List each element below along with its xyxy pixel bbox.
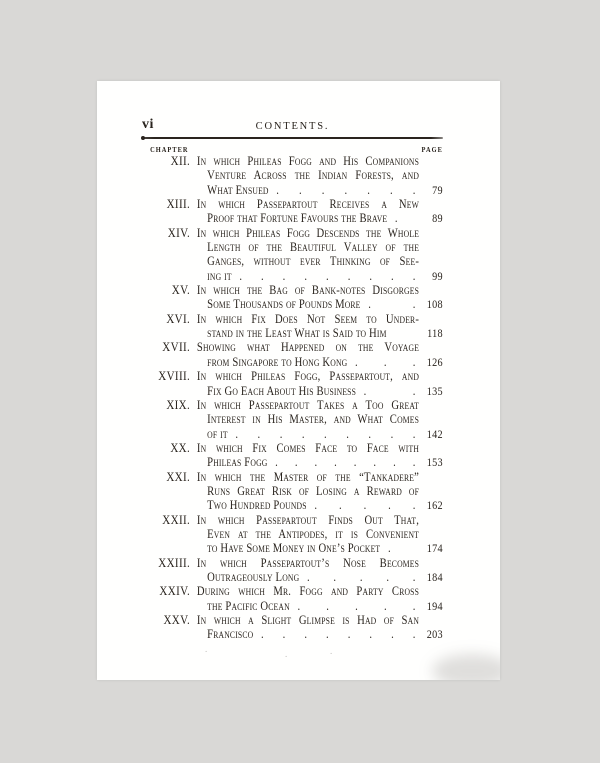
leader-dot: . xyxy=(301,426,305,441)
toc-line: Showing what Happened on the Voyage xyxy=(196,340,420,355)
toc-final-line xyxy=(197,599,443,613)
leader-dot: . xyxy=(299,182,302,197)
header-rule xyxy=(142,137,443,139)
chapter-numeral: XVI. xyxy=(166,310,191,326)
folio-number: vi xyxy=(142,117,154,132)
ghost-mark: . xyxy=(330,646,333,656)
leader-dot: . xyxy=(346,426,350,441)
leader-dots xyxy=(232,269,424,283)
page-number: 79 xyxy=(432,182,443,197)
leader-dot: . xyxy=(394,211,398,226)
chapter-numeral: XXIII. xyxy=(158,554,191,570)
toc-line: Even at the Antipodes, it is Convenient xyxy=(207,526,420,541)
leader-dot: . xyxy=(386,569,390,584)
toc-line: During which Mr. Fogg and Party Cross xyxy=(196,584,420,599)
leader-dot: . xyxy=(412,182,416,197)
leader-dot: . xyxy=(412,354,416,369)
toc-entry xyxy=(128,613,443,642)
toc-line: In which Fix Does Not Seem to Under- xyxy=(196,311,420,326)
entry-title-text: Outrageously Long xyxy=(207,569,300,584)
running-head: CONTENTS. xyxy=(255,121,330,132)
toc-line: Length of the Beautiful Valley of the xyxy=(207,240,420,255)
entry-title-text: Francisco xyxy=(207,627,254,642)
toc-line: In which Phileas Fogg and His Companions xyxy=(196,154,420,168)
leader-dot: . xyxy=(353,455,357,470)
entry-body xyxy=(197,369,443,398)
entry-body xyxy=(197,398,443,441)
leader-dot: . xyxy=(282,627,286,642)
leader-dot: . xyxy=(412,498,416,513)
chapter-numeral: XVIII. xyxy=(158,368,191,384)
entry-body xyxy=(197,283,443,312)
leader-dot: . xyxy=(355,354,358,369)
entry-title-text: the Pacific Ocean xyxy=(207,598,290,613)
entry-title-text: to Have Some Money in One’s Pocket xyxy=(207,541,381,556)
entry-title-text: Phileas Fogg xyxy=(207,455,268,470)
entry-body xyxy=(197,513,443,556)
toc-line: In which Passepartout Receives a New xyxy=(196,197,420,212)
leader-dot: . xyxy=(412,455,416,470)
toc-line: In which Fix Comes Face to Face with xyxy=(196,440,420,455)
toc-final-line xyxy=(197,269,443,283)
leader-dot: . xyxy=(304,268,308,283)
leader-dot: . xyxy=(355,598,358,613)
leader-dots xyxy=(228,427,424,441)
leader-dot: . xyxy=(363,383,367,398)
leader-dot: . xyxy=(333,569,337,584)
chapter-numeral: XXI. xyxy=(166,468,191,484)
page-number: 108 xyxy=(426,297,443,312)
entry-body xyxy=(197,226,443,283)
toc-final-line xyxy=(197,627,443,641)
toc-entry xyxy=(128,556,443,585)
leader-dot: . xyxy=(261,268,264,283)
toc-final-line xyxy=(197,355,443,369)
toc-entry xyxy=(128,369,443,398)
page-number: 135 xyxy=(426,383,443,398)
leader-dots xyxy=(268,455,425,469)
toc-line: Runs Great Risk of Losing a Reward of xyxy=(207,483,420,498)
leader-dot: . xyxy=(321,182,325,197)
leader-dot: . xyxy=(383,354,387,369)
entry-body xyxy=(197,340,443,369)
toc-final-line xyxy=(197,427,443,441)
chapter-numeral: XX. xyxy=(170,439,191,455)
toc-line: In which Phileas Fogg, Passepartout, and xyxy=(196,369,420,384)
leader-dot: . xyxy=(338,498,342,513)
toc-entry xyxy=(128,398,443,441)
leader-dot: . xyxy=(257,426,261,441)
leader-dot: . xyxy=(344,182,348,197)
leader-dot: . xyxy=(276,182,280,197)
toc-entry xyxy=(128,513,443,556)
chapter-numeral: XXII. xyxy=(162,511,191,527)
leader-dot: . xyxy=(412,569,416,584)
leader-dot: . xyxy=(297,598,301,613)
entry-title-text: stand in the Least What is Said to Him xyxy=(207,326,387,341)
toc-final-line xyxy=(197,297,443,311)
leader-dot: . xyxy=(304,627,308,642)
leader-dot: . xyxy=(390,182,393,197)
leader-dot: . xyxy=(314,498,318,513)
toc-line: In which Passepartout Takes a Too Great xyxy=(196,397,420,412)
chapter-numeral: XV. xyxy=(171,282,191,298)
entry-body xyxy=(197,613,443,642)
entry-body xyxy=(197,470,443,513)
toc-final-line xyxy=(197,498,443,512)
leader-dot: . xyxy=(390,426,394,441)
entry-body xyxy=(197,154,443,197)
entry-title-text: Proof that Fortune Favours the Brave xyxy=(207,211,388,226)
toc-entry xyxy=(128,197,443,226)
leader-dots xyxy=(347,355,424,369)
leader-dot: . xyxy=(412,598,416,613)
leader-dot: . xyxy=(412,297,416,312)
toc-entry xyxy=(128,312,443,341)
leader-dot: . xyxy=(260,627,264,642)
toc-final-line xyxy=(197,455,443,469)
toc-line: In which Passepartout Finds Out That, xyxy=(196,512,420,527)
toc-line: In which the Master of the “Tankadere” xyxy=(196,469,420,484)
leader-dots xyxy=(290,599,424,613)
toc-final-line xyxy=(197,183,443,197)
chapter-numeral: XIX. xyxy=(166,396,191,412)
leader-dot: . xyxy=(314,455,318,470)
entry-body xyxy=(197,312,443,341)
leader-dot: . xyxy=(412,383,416,398)
chapter-numeral: XII. xyxy=(170,153,191,168)
leader-dot: . xyxy=(279,426,283,441)
toc-final-line xyxy=(197,211,443,225)
leader-dot: . xyxy=(412,627,416,642)
toc-final-line xyxy=(197,570,443,584)
page-number: 203 xyxy=(426,627,443,642)
entry-title-text: Some Thousands of Pounds More xyxy=(207,297,361,312)
leader-dot: . xyxy=(368,426,372,441)
toc-entry xyxy=(128,154,443,197)
leader-dot: . xyxy=(383,598,387,613)
entry-title-text: What Ensued xyxy=(207,182,269,197)
entry-title-text: Fix Go Each About His Business xyxy=(207,383,357,398)
toc-entry xyxy=(128,283,443,312)
page-number: 153 xyxy=(426,455,443,470)
entry-title-text: ing it xyxy=(207,268,232,283)
leader-dot: . xyxy=(324,426,327,441)
leader-dots xyxy=(269,183,425,197)
leader-dot: . xyxy=(334,455,337,470)
leader-dot: . xyxy=(393,455,396,470)
entry-body xyxy=(197,556,443,585)
leader-dot: . xyxy=(391,268,394,283)
page-number: 194 xyxy=(426,598,443,613)
content-column xyxy=(128,146,443,642)
leader-dots xyxy=(387,211,424,225)
toc-final-line xyxy=(197,541,443,555)
toc-entries xyxy=(128,154,443,642)
page-number: 184 xyxy=(426,569,443,584)
leader-dot: . xyxy=(306,569,310,584)
chapter-numeral: XXV. xyxy=(163,612,191,627)
toc-entry xyxy=(128,226,443,283)
leader-dot: . xyxy=(275,455,279,470)
leader-dot: . xyxy=(282,268,286,283)
leader-dots xyxy=(361,297,425,311)
chapter-numeral: XIII. xyxy=(166,196,191,212)
leader-dots xyxy=(299,570,424,584)
toc-final-line xyxy=(197,384,443,398)
leader-dot: . xyxy=(369,268,373,283)
ghost-mark: . xyxy=(205,644,208,654)
chapter-numeral: XIV. xyxy=(167,224,191,240)
leader-dot: . xyxy=(369,627,373,642)
toc-line: In which Passepartout’s Nose Becomes xyxy=(196,555,420,570)
chapter-numeral: XVII. xyxy=(162,339,191,355)
page-number: 142 xyxy=(426,426,443,441)
leader-dot: . xyxy=(412,268,416,283)
toc-entry xyxy=(128,441,443,470)
leader-dot: . xyxy=(359,569,363,584)
entry-title-text: Two Hundred Pounds xyxy=(207,498,307,513)
toc-line: Interest in His Master, and What Comes xyxy=(207,412,420,427)
entry-body xyxy=(197,197,443,226)
toc-line: Ganges, without ever Thinking of See- xyxy=(207,254,420,269)
leader-dot: . xyxy=(367,182,371,197)
leader-dot: . xyxy=(391,627,394,642)
leader-dot: . xyxy=(387,541,391,556)
leader-dots xyxy=(356,384,424,398)
entry-title-text: from Singapore to Hong Kong xyxy=(207,354,348,369)
rule-end-dot xyxy=(141,136,145,140)
leader-dot: . xyxy=(368,297,372,312)
leader-dot: . xyxy=(294,455,298,470)
leader-dot: . xyxy=(326,268,329,283)
entry-body xyxy=(197,441,443,470)
leader-dot: . xyxy=(326,627,329,642)
toc-entry xyxy=(128,340,443,369)
leader-dot: . xyxy=(235,426,239,441)
toc-line: Venture Across the Indian Forests, and xyxy=(207,168,420,183)
leader-dot: . xyxy=(412,426,416,441)
entry-title-text: of it xyxy=(207,426,228,441)
page-number: 118 xyxy=(427,326,443,341)
ghost-mark: . xyxy=(285,649,288,659)
page-number: 174 xyxy=(426,541,443,556)
page-number: 162 xyxy=(426,498,443,513)
leader-dot: . xyxy=(388,498,392,513)
toc-entry xyxy=(128,584,443,613)
page-number: 126 xyxy=(426,354,443,369)
leader-dot: . xyxy=(326,598,330,613)
entry-body xyxy=(197,584,443,613)
leader-dot: . xyxy=(239,268,243,283)
column-header-chapter: CHAPTER xyxy=(150,145,189,154)
page-header xyxy=(142,119,443,133)
leader-dots xyxy=(307,498,424,512)
corner-smudge xyxy=(432,654,500,680)
leader-dot: . xyxy=(347,268,351,283)
document-page xyxy=(97,81,500,680)
toc-final-line xyxy=(197,326,443,340)
toc-line: In which Phileas Fogg Descends the Whole xyxy=(196,225,420,240)
page-number: 89 xyxy=(432,211,443,226)
column-header-page: PAGE xyxy=(421,145,443,154)
toc-line: In which the Bag of Bank-notes Disgorges xyxy=(196,283,420,298)
leader-dot: . xyxy=(347,627,351,642)
leader-dot: . xyxy=(373,455,377,470)
leader-dots xyxy=(380,541,424,555)
leader-dots xyxy=(253,627,424,641)
chapter-numeral: XXIV. xyxy=(159,583,191,599)
page-number: 99 xyxy=(432,268,443,283)
toc-line: In which a Slight Glimpse is Had of San xyxy=(196,613,420,627)
toc-entry xyxy=(128,470,443,513)
leader-dot: . xyxy=(363,498,367,513)
